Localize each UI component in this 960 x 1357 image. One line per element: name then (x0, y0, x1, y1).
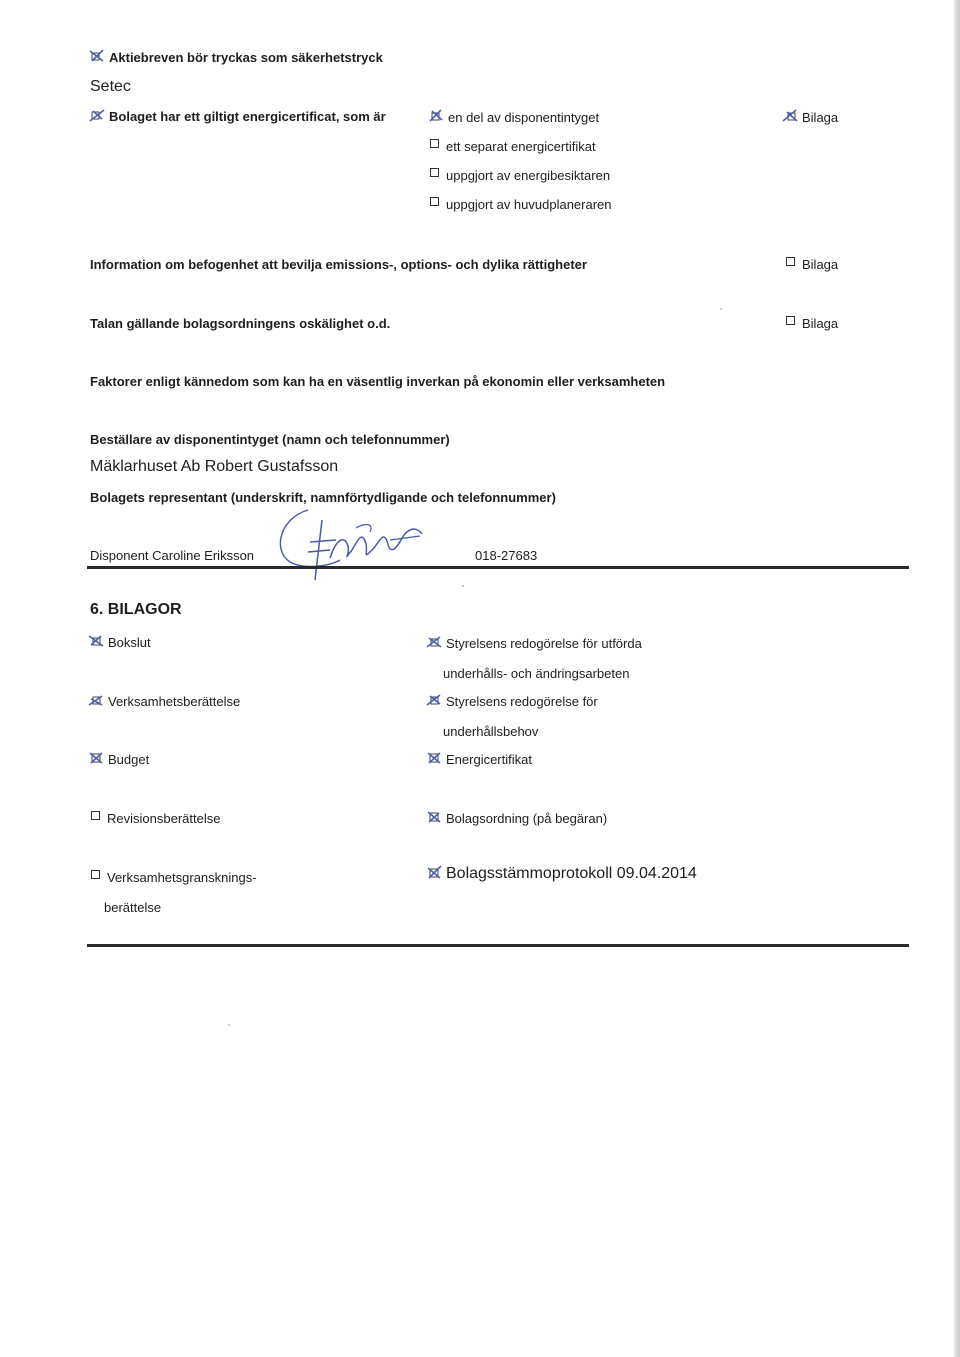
orderer-value: Mäklarhuset Ab Robert Gustafsson (90, 458, 339, 475)
unchecked-box-icon (430, 197, 439, 206)
attachment-item-label: Bolagsordning (på begäran) (446, 811, 608, 826)
printing-note: Aktiebreven bör tryckas som säkerhetstryck (109, 50, 383, 65)
energy-option-4 (430, 197, 612, 212)
energy-option-3 (430, 168, 610, 183)
attachment-styrelsens-utforda (426, 636, 642, 651)
attachment-verksamhetsberattelse (88, 694, 240, 709)
energy-statement: Bolaget har ett giltigt energicertificat, som är (109, 109, 386, 124)
unchecked-box-icon (91, 811, 100, 820)
attachment-item-label-continued: berättelse (104, 900, 162, 915)
checked-box-icon (89, 108, 105, 122)
section-divider (87, 944, 909, 947)
scan-speck (228, 1024, 230, 1026)
attachment-verksamhetsgranskning (91, 870, 257, 885)
attachment-bolagsordning (426, 811, 607, 826)
printer-name: Setec (90, 78, 131, 95)
attachment-revisionsberattelse (91, 811, 220, 826)
attachment-item-label: Budget (108, 752, 150, 767)
checked-box-icon (428, 109, 444, 123)
scan-speck (720, 308, 722, 310)
attachment-item-label: Revisionsberättelse (107, 811, 221, 826)
attachment-item-label: Verksamhetsberättelse (108, 694, 241, 709)
unchecked-box-icon (91, 870, 100, 879)
checked-box-icon (426, 693, 442, 707)
checked-box-icon (88, 634, 104, 648)
rights-info: Information om befogenhet att bevilja emissions-, options- och dylika rättigheter (90, 257, 587, 272)
energy-option-1 (428, 110, 599, 125)
representative-label: Bolagets representant (underskrift, namnförtydligande och telefonnummer) (90, 490, 556, 505)
representative-name: Disponent Caroline Eriksson (90, 548, 255, 563)
attachment-item-label: Energicertifikat (446, 752, 532, 767)
attachment-item-label: Verksamhetsgransknings- (107, 870, 257, 885)
energy-statement-row (89, 109, 386, 124)
checked-box-icon (426, 751, 442, 765)
representative-phone: 018-27683 (475, 548, 538, 563)
checked-box-icon (782, 109, 798, 123)
attachment-bolagsstammoprotokoll (426, 865, 697, 883)
rights-attachment (786, 257, 838, 272)
energy-option-2 (430, 139, 596, 154)
claim-text: Talan gällande bolagsordningens oskälighet o.d. (90, 316, 391, 331)
attachment-item-label: Bokslut (108, 635, 151, 650)
checked-box-icon (88, 693, 104, 707)
checked-box-icon (426, 865, 442, 879)
energy-option-label: uppgjort av energibesiktaren (446, 168, 611, 183)
attachment-budget (88, 752, 149, 767)
orderer-label: Beställare av disponentintyget (namn och telefonnummer) (90, 432, 450, 447)
attachment-item-label: Styrelsens redogörelse för (446, 694, 598, 709)
factors-heading: Faktorer enligt kännedom som kan ha en väsentlig inverkan på ekonomin eller verksamheten (90, 374, 666, 389)
attachment-item-label-continued: underhållsbehov (443, 724, 539, 739)
handwritten-signature (270, 500, 440, 595)
attachments-heading: 6. BILAGOR (90, 601, 182, 618)
unchecked-box-icon (430, 139, 439, 148)
unchecked-box-icon (430, 168, 439, 177)
checked-box-icon (426, 810, 442, 824)
attachment-label: Bilaga (802, 316, 839, 331)
checked-box-icon (89, 49, 105, 63)
energy-option-label: en del av disponentintyget (448, 110, 600, 125)
attachment-item-label-continued: underhålls- och ändringsarbeten (443, 666, 630, 681)
energy-attachment (782, 110, 838, 125)
attachment-item-label: Bolagsstämmoprotokoll 09.04.2014 (446, 865, 697, 882)
attachment-energicertifikat (426, 752, 532, 767)
section-divider (87, 566, 909, 569)
printing-note-row (89, 50, 383, 65)
unchecked-box-icon (786, 316, 795, 325)
attachment-item-label: Styrelsens redogörelse för utförda (446, 636, 642, 651)
checked-box-icon (426, 635, 442, 649)
attachment-styrelsens-underhallsbehov (426, 694, 598, 709)
attachment-label: Bilaga (802, 257, 839, 272)
attachment-bokslut (88, 635, 151, 650)
energy-option-label: uppgjort av huvudplaneraren (446, 197, 612, 212)
unchecked-box-icon (786, 257, 795, 266)
checked-box-icon (88, 751, 104, 765)
page-edge (954, 0, 960, 1357)
scan-speck (462, 585, 464, 587)
claim-attachment (786, 316, 838, 331)
energy-option-label: ett separat energicertifikat (446, 139, 596, 154)
attachment-label: Bilaga (802, 110, 839, 125)
